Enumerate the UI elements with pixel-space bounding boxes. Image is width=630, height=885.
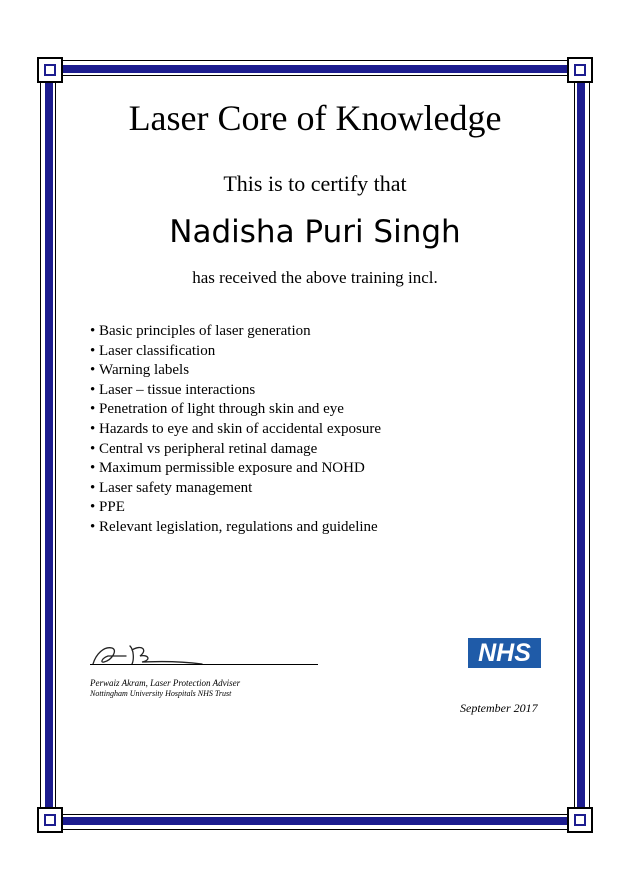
- topic-item: • Basic principles of laser generation: [90, 322, 381, 342]
- topic-item: • Laser – tissue interactions: [90, 381, 381, 401]
- corner-ornament-top-right: [567, 57, 593, 83]
- topic-item: • Relevant legislation, regulations and guideline: [90, 518, 381, 538]
- recipient-name: Nadisha Puri Singh: [169, 214, 461, 250]
- corner-ornament-bottom-right: [567, 807, 593, 833]
- certify-line: This is to certify that: [223, 171, 407, 196]
- topic-item: • PPE: [90, 498, 381, 518]
- nhs-logo: NHS: [468, 638, 541, 668]
- topic-item: • Hazards to eye and skin of accidental exposure: [90, 420, 381, 440]
- corner-ornament-top-left: [37, 57, 63, 83]
- corner-ornament-bottom-left: [37, 807, 63, 833]
- signatory-organisation: Nottingham University Hospitals NHS Trust: [90, 689, 232, 698]
- signatory-name: Perwaiz Akram, Laser Protection Adviser: [90, 678, 241, 688]
- topic-item: • Laser classification: [90, 342, 381, 362]
- topic-item: • Warning labels: [90, 361, 381, 381]
- topic-item: • Laser safety management: [90, 479, 381, 499]
- certificate-date: September 2017: [460, 701, 538, 715]
- topic-item: • Maximum permissible exposure and NOHD: [90, 459, 381, 479]
- signature-line: [90, 664, 318, 665]
- topics-list: [90, 322, 381, 538]
- topic-item: • Central vs peripheral retinal damage: [90, 440, 381, 460]
- received-line: has received the above training incl.: [192, 268, 438, 287]
- topic-item: • Penetration of light through skin and eye: [90, 400, 381, 420]
- certificate-title: Laser Core of Knowledge: [128, 98, 502, 138]
